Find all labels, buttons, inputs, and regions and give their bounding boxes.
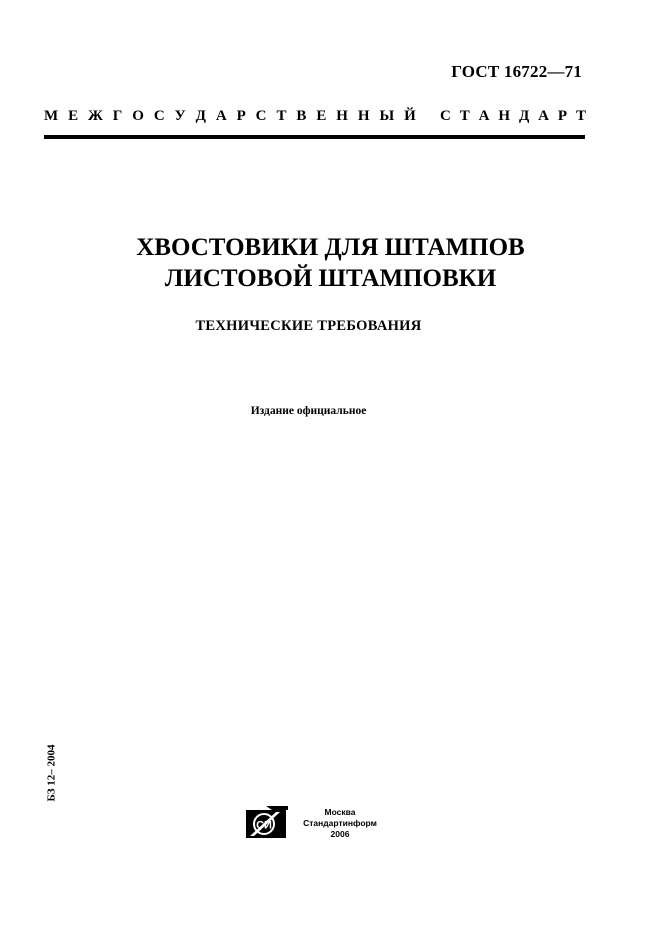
letter: Д [195, 108, 206, 124]
letter: Т [276, 108, 287, 124]
standard-type-word-1 [44, 108, 416, 125]
letter: Ж [88, 108, 103, 124]
letter: С [153, 108, 165, 124]
publisher-name: Стандартинформ [303, 818, 377, 828]
letter: А [478, 108, 490, 124]
publisher-imprint [292, 807, 388, 840]
letter: Г [112, 108, 123, 124]
standard-type-heading [44, 108, 586, 125]
document-subtitle: ТЕХНИЧЕСКИЕ ТРЕБОВАНИЯ [195, 318, 422, 334]
letter: Н [336, 108, 348, 124]
letter: С [440, 108, 451, 124]
letter: Н [357, 108, 370, 124]
standartinform-logo-icon [246, 806, 288, 840]
letter: О [132, 108, 144, 124]
letter: В [296, 108, 307, 124]
letter: Т [575, 108, 586, 124]
letter: А [538, 108, 549, 124]
letter: Н [498, 108, 511, 124]
letter: Й [404, 108, 416, 124]
letter: Т [459, 108, 470, 124]
title-line-1: ХВОСТОВИКИ ДЛЯ ШТАМПОВ [136, 234, 525, 261]
document-code: ГОСТ 16722—71 [451, 62, 582, 81]
letter: Д [518, 108, 530, 124]
header-rule [44, 135, 585, 139]
letter: С [255, 108, 267, 124]
letter: Р [557, 108, 568, 124]
letter: Е [68, 108, 79, 124]
letter: Е [316, 108, 327, 124]
side-code [45, 738, 59, 808]
document-title [0, 232, 661, 294]
logo-text: СИ [256, 819, 272, 832]
letter: М [44, 108, 59, 124]
publisher-city: Москва [324, 807, 356, 817]
letter: Р [236, 108, 246, 124]
letter: А [215, 108, 227, 124]
side-code-text: БЗ 12– 2004 [46, 744, 58, 802]
letter: Ы [379, 108, 395, 124]
publisher-year: 2006 [330, 829, 350, 839]
standard-type-word-2 [440, 108, 586, 125]
edition-label: Издание официальное [250, 405, 367, 417]
letter: У [174, 108, 186, 124]
title-line-2: ЛИСТОВОЙ ШТАМПОВКИ [164, 265, 497, 292]
